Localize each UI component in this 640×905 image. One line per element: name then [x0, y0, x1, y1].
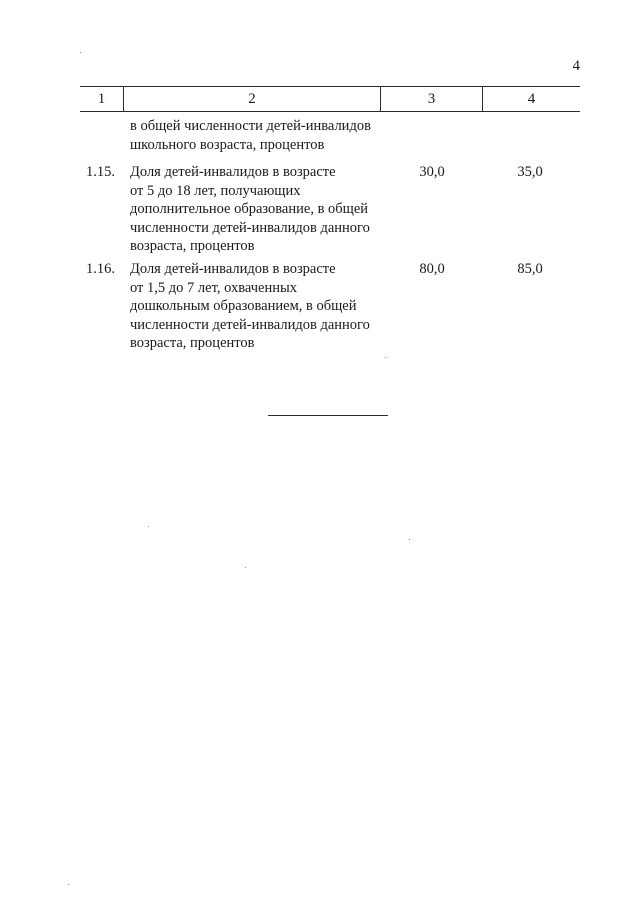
closing-rule [268, 415, 388, 416]
text-line: в общей численности детей-инвалидов [130, 118, 371, 134]
scan-speck [245, 567, 246, 568]
header-col-4: 4 [527, 91, 536, 107]
text-line: дошкольным образованием, в общей [130, 298, 357, 314]
row-value-col4: 35,0 [517, 164, 543, 180]
row-number: 1.16. [86, 261, 115, 277]
text-line: Доля детей-инвалидов в возрасте [130, 261, 336, 277]
scan-speck [409, 539, 410, 540]
scan-speck [68, 884, 69, 885]
scan-speck [148, 526, 149, 527]
text-line: школьного возраста, процентов [130, 136, 325, 153]
row-number: 1.15. [86, 164, 115, 180]
continuation-text [130, 117, 380, 154]
row-value-col4: 85,0 [517, 261, 543, 277]
text-line: Доля детей-инвалидов в возрасте [130, 164, 336, 180]
row-value-col3: 80,0 [419, 261, 445, 277]
scan-speck [80, 52, 81, 53]
header-col-2: 2 [248, 91, 256, 107]
page-number: 4 [572, 58, 580, 74]
table-header-row [80, 86, 580, 112]
text-line: численности детей-инвалидов данного [130, 219, 370, 236]
scan-speck [385, 357, 386, 358]
row-value-col3: 30,0 [419, 164, 445, 180]
row-description [130, 163, 380, 256]
header-col-3: 3 [427, 91, 436, 107]
text-line: от 5 до 18 лет, получающих [130, 182, 301, 199]
row-description [130, 260, 380, 353]
header-col-1: 1 [97, 91, 106, 107]
text-line: возраста, процентов [130, 238, 255, 254]
text-line: от 1,5 до 7 лет, охваченных [130, 279, 297, 296]
text-line: дополнительное образование, в общей [130, 201, 369, 217]
text-line: численности детей-инвалидов данного [130, 316, 370, 333]
text-line: возраста, процентов [130, 335, 255, 351]
